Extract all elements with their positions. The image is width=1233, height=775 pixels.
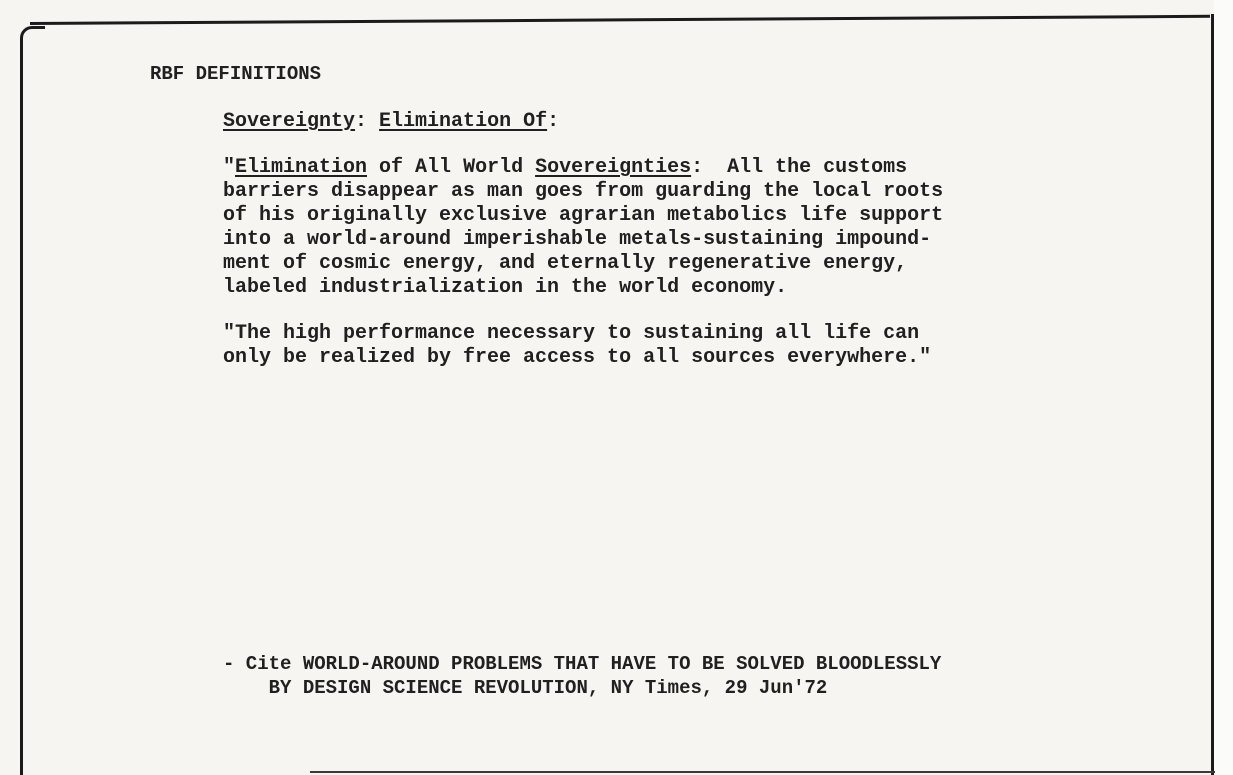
paragraph-1-line-6: labeled industrialization in the world economy.	[223, 276, 788, 299]
definition-paragraph-1	[223, 156, 943, 300]
card-border-bottom	[310, 771, 1215, 773]
term-elimination: Elimination	[235, 156, 368, 179]
page-edge	[1214, 0, 1233, 775]
card-border-left	[20, 44, 23, 775]
citation	[223, 652, 941, 700]
text-of-all-world: of All World	[367, 156, 536, 179]
citation-line-2: BY DESIGN SCIENCE REVOLUTION, NY Times, 29 Jun'72	[223, 677, 828, 699]
open-quote: "	[223, 156, 236, 179]
paragraph-1-line-2: barriers disappear as man goes from guarding the local roots	[223, 180, 944, 203]
subhead-subterm: Elimination Of	[379, 110, 548, 133]
term-sovereignties: Sovereignties	[535, 156, 692, 179]
subhead-colon: :	[547, 110, 560, 133]
paragraph-1-line-4: into a world-around imperishable metals-sustaining impound-	[223, 228, 932, 251]
subhead-separator: :	[355, 110, 380, 133]
definition-paragraph-2	[223, 322, 931, 370]
paragraph-1-line-5: ment of cosmic energy, and eternally regenerative energy,	[223, 252, 908, 275]
paragraph-2-line-1: "The high performance necessary to sustaining all life can	[223, 322, 920, 345]
card-corner	[20, 26, 45, 51]
card-border-top	[30, 15, 1210, 25]
paragraph-1-line-3: of his originally exclusive agrarian metabolics life support	[223, 204, 944, 227]
subhead-term: Sovereignty	[223, 110, 356, 133]
line-1-rest: : All the customs	[691, 156, 908, 179]
paragraph-1-line-1	[223, 156, 943, 180]
document-heading: RBF DEFINITIONS	[150, 63, 322, 85]
citation-line-1: - Cite WORLD-AROUND PROBLEMS THAT HAVE TO BE SOLVED BLOODLESSLY	[223, 653, 942, 675]
definition-subhead	[223, 110, 559, 134]
paragraph-2-line-2: only be realized by free access to all sources everywhere."	[223, 346, 932, 369]
